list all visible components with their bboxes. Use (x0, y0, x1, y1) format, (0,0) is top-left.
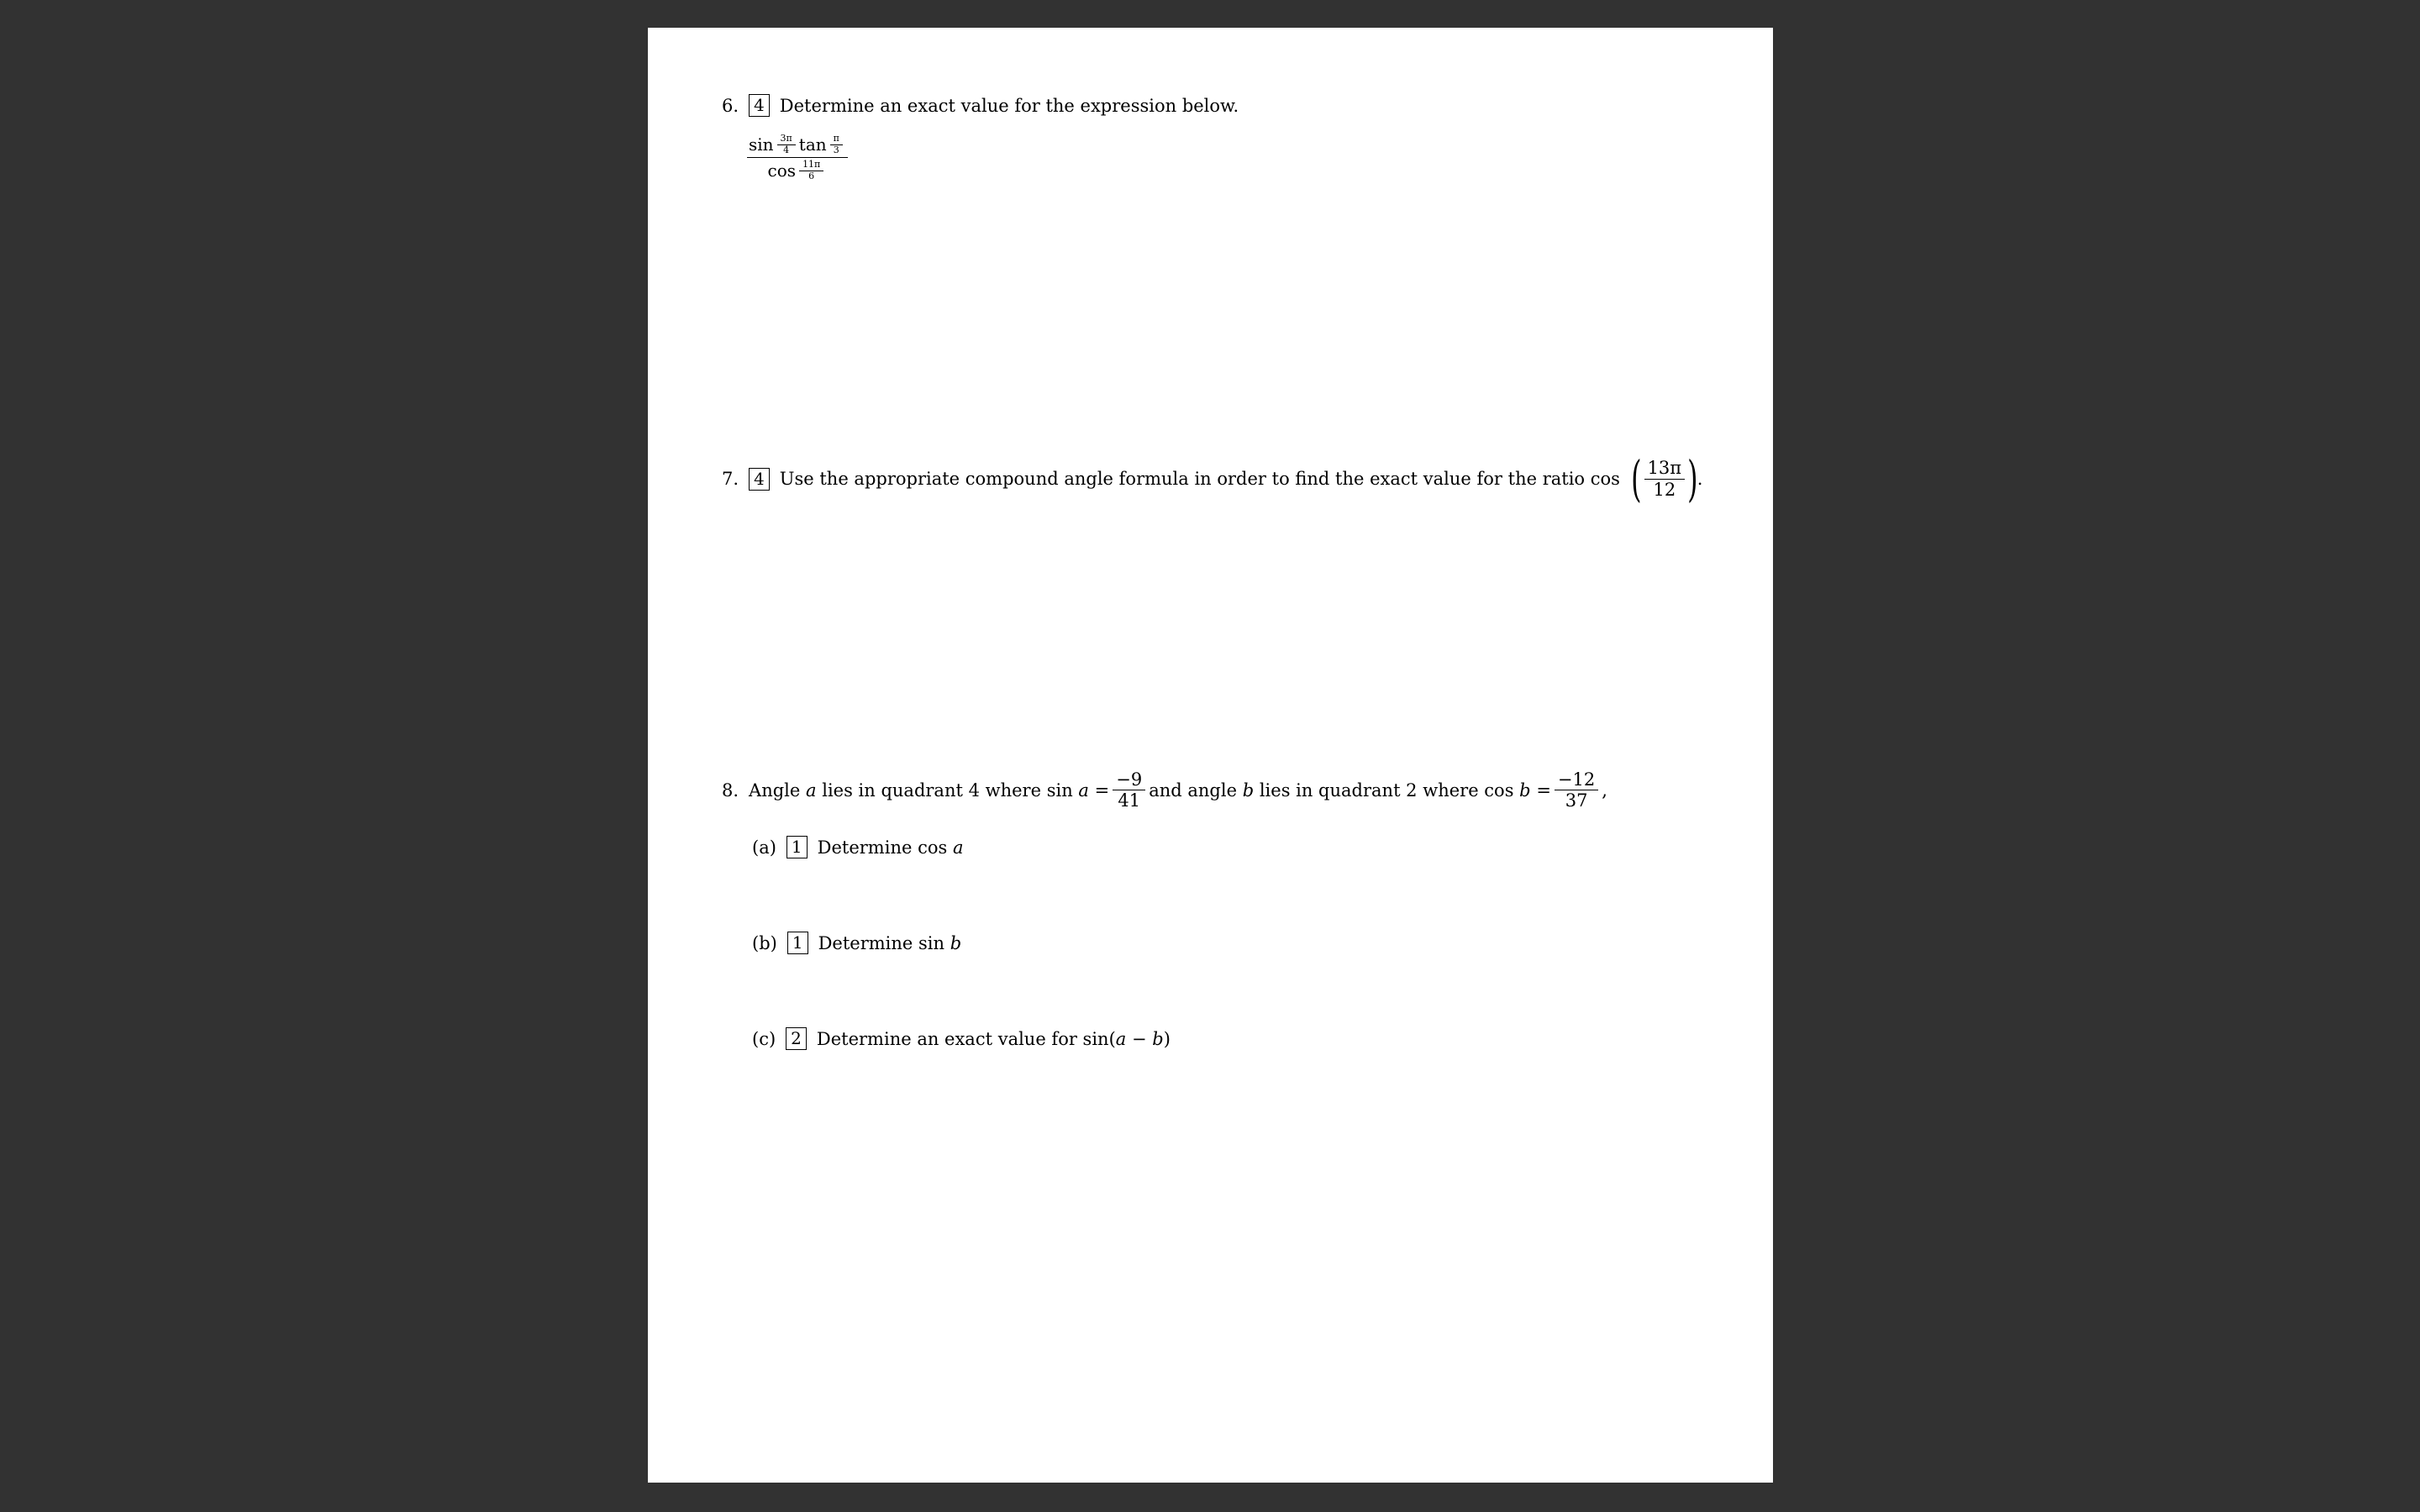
variable-expression: a − b (1115, 1028, 1164, 1049)
fraction-denominator: 12 (1653, 479, 1676, 500)
question-8-part-b (752, 932, 961, 954)
expression-denominator (766, 158, 829, 181)
part-text: Determine sin (818, 932, 945, 953)
question-text: lies in quadrant 4 where sin (822, 780, 1073, 801)
cos-b-fraction (1555, 769, 1598, 811)
cos-function: cos (767, 160, 797, 181)
marks-box: 1 (787, 932, 808, 954)
tan-function: tan (798, 134, 827, 155)
question-number: 7. (722, 469, 739, 489)
part-text: Determine an exact value for sin( (816, 1028, 1116, 1049)
question-text: lies in quadrant 2 where cos (1259, 780, 1514, 801)
question-8-part-c (752, 1027, 1171, 1050)
marks-box: 1 (786, 836, 808, 858)
sin-argument (777, 134, 796, 155)
part-label: (b) (752, 932, 777, 953)
fraction-denominator: 41 (1118, 790, 1141, 811)
marks-box: 4 (749, 94, 770, 117)
expression-numerator (747, 134, 848, 158)
cos-argument (799, 160, 823, 181)
question-number: 6. (722, 95, 739, 116)
equals-sign: = (1094, 780, 1110, 801)
left-parenthesis: ( (1631, 450, 1642, 507)
question-6 (722, 94, 1239, 117)
question-text: and angle (1149, 780, 1237, 801)
fraction-numerator: π (830, 134, 843, 145)
fraction-denominator: 3 (833, 144, 839, 155)
fraction-denominator: 4 (783, 144, 790, 155)
part-text: Determine cos (817, 837, 948, 858)
end-punctuation: . (1697, 469, 1703, 489)
variable-b: b (950, 932, 962, 953)
variable-b: b (1519, 780, 1531, 801)
document-page (648, 28, 1773, 1483)
fraction-numerator: 13π (1644, 458, 1686, 479)
end-punctuation: , (1602, 780, 1607, 801)
fraction-numerator: −12 (1555, 769, 1598, 790)
fraction-denominator: 37 (1565, 790, 1588, 811)
question-8 (722, 769, 1607, 811)
trig-expression (747, 134, 848, 182)
variable-b: b (1242, 780, 1255, 801)
marks-box: 4 (749, 468, 770, 491)
fraction-denominator: 6 (808, 170, 815, 181)
fraction-numerator: 11π (799, 160, 823, 171)
question-text: Angle (749, 780, 801, 801)
sin-function: sin (749, 134, 774, 155)
part-label: (c) (752, 1028, 776, 1049)
question-text: Use the appropriate compound angle formula in order to find the exact value for the ratio cos (779, 469, 1620, 489)
question-number: 8. (722, 780, 739, 801)
variable-a: a (952, 837, 964, 858)
tan-argument (830, 134, 843, 155)
closing-parenthesis: ) (1163, 1028, 1171, 1049)
variable-a: a (1078, 780, 1089, 801)
marks-box: 2 (786, 1027, 807, 1050)
question-text: Determine an exact value for the expression below. (779, 95, 1239, 116)
question-7 (722, 450, 1703, 507)
part-label: (a) (752, 837, 776, 858)
variable-a: a (806, 780, 817, 801)
fraction-numerator: −9 (1113, 769, 1145, 790)
fraction-numerator: 3π (777, 134, 796, 145)
sin-a-fraction (1113, 769, 1145, 811)
right-parenthesis: ) (1687, 450, 1698, 507)
angle-fraction (1644, 458, 1686, 499)
question-8-part-a (752, 836, 963, 858)
equals-sign: = (1536, 780, 1551, 801)
